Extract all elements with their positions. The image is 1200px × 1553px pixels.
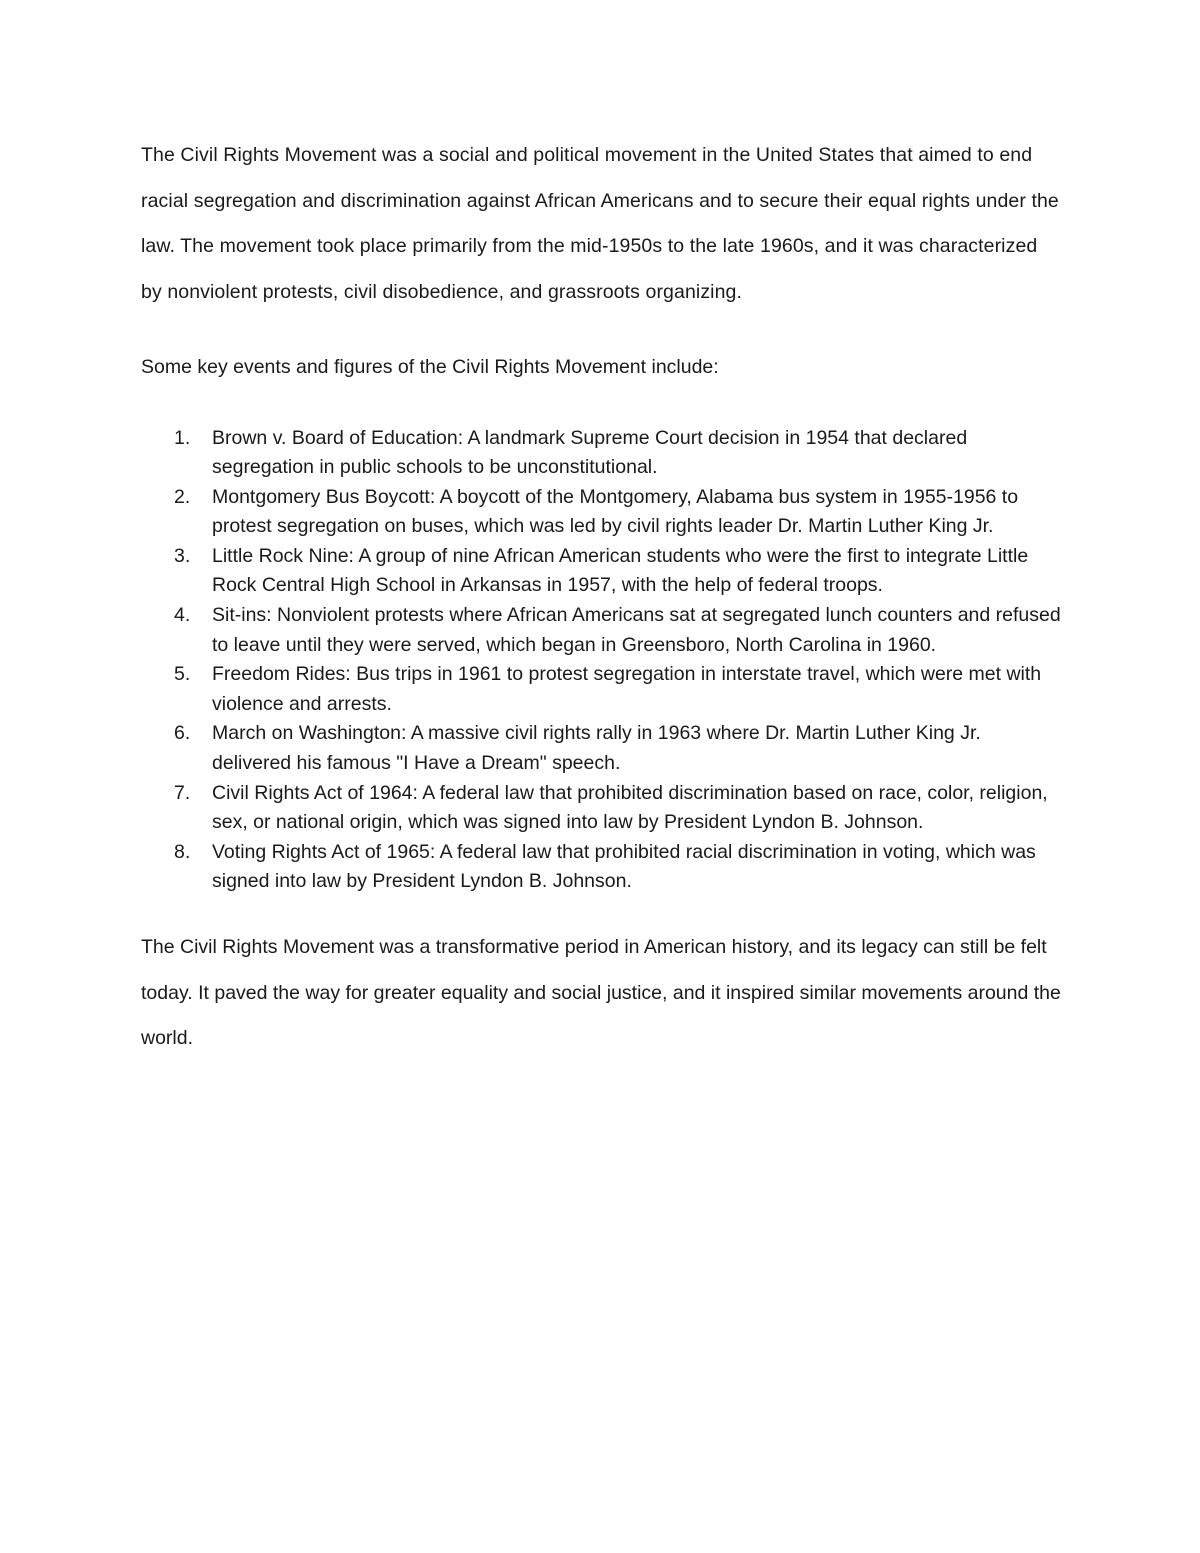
list-item-number: 4. — [174, 604, 191, 627]
events-list — [141, 424, 1061, 898]
list-item-text: Brown v. Board of Education: A landmark Supreme Court decision in 1954 that declared segregation in public schools to be unconstitutional. — [212, 426, 968, 479]
list-intro: Some key events and figures of the Civil Rights Movement include: — [141, 356, 719, 378]
list-item — [141, 483, 1061, 542]
list-item — [141, 424, 1061, 483]
list-item-number: 5. — [174, 663, 191, 686]
list-item-number: 1. — [174, 426, 191, 449]
list-item-text: March on Washington: A massive civil rights rally in 1963 where Dr. Martin Luther King Jr. delivered his famous "I Have a Dream" speech. — [212, 722, 981, 775]
list-item — [141, 719, 1061, 778]
opening-paragraph: The Civil Rights Movement was a social and political movement in the United States that aimed to end racial segregation and discrimination against African Americans and to secure their equal rights under the law. The movement took place primarily from the mid-1950s to the late 1960s, and it was characterized by nonviolent protests, civil disobedience, and grassroots organizing. — [141, 144, 1059, 303]
list-item — [141, 838, 1061, 897]
list-item — [141, 779, 1061, 838]
list-item-number: 2. — [174, 485, 191, 508]
list-item — [141, 660, 1061, 719]
list-item-number: 3. — [174, 544, 191, 567]
list-item-number: 7. — [174, 781, 191, 804]
closing-paragraph: The Civil Rights Movement was a transformative period in American history, and its legacy can still be felt today. It paved the way for greater equality and social justice, and it inspired similar movements around the world. — [141, 936, 1061, 1049]
list-item-text: Sit-ins: Nonviolent protests where African Americans sat at segregated lunch counters and refused to leave until they were served, which began in Greensboro, North Carolina in 1960. — [212, 604, 1061, 656]
list-item-text: Civil Rights Act of 1964: A federal law that prohibited discrimination based on race, color, religion, sex, or national origin, which was signed into law by President Lyndon B. Johnson. — [212, 781, 1048, 834]
list-item-text: Montgomery Bus Boycott: A boycott of the Montgomery, Alabama bus system in 1955-1956 to protest segregation on buses, which was led by civil rights leader Dr. Martin Luther King Jr. — [212, 485, 1019, 538]
list-item-number: 6. — [174, 722, 191, 745]
list-item-text: Freedom Rides: Bus trips in 1961 to protest segregation in interstate travel, which were met with violence and arrests. — [212, 663, 1042, 715]
list-item — [141, 601, 1061, 660]
list-item-text: Voting Rights Act of 1965: A federal law that prohibited racial discrimination in voting, which was signed into law by President Lyndon B. Johnson. — [212, 840, 1036, 893]
document-page — [141, 133, 1061, 1062]
list-item-text: Little Rock Nine: A group of nine African American students who were the first to integrate Little Rock Central High School in Arkansas in 1957, with the help of federal troops. — [212, 544, 1029, 597]
list-item-number: 8. — [174, 840, 191, 863]
list-item — [141, 542, 1061, 601]
